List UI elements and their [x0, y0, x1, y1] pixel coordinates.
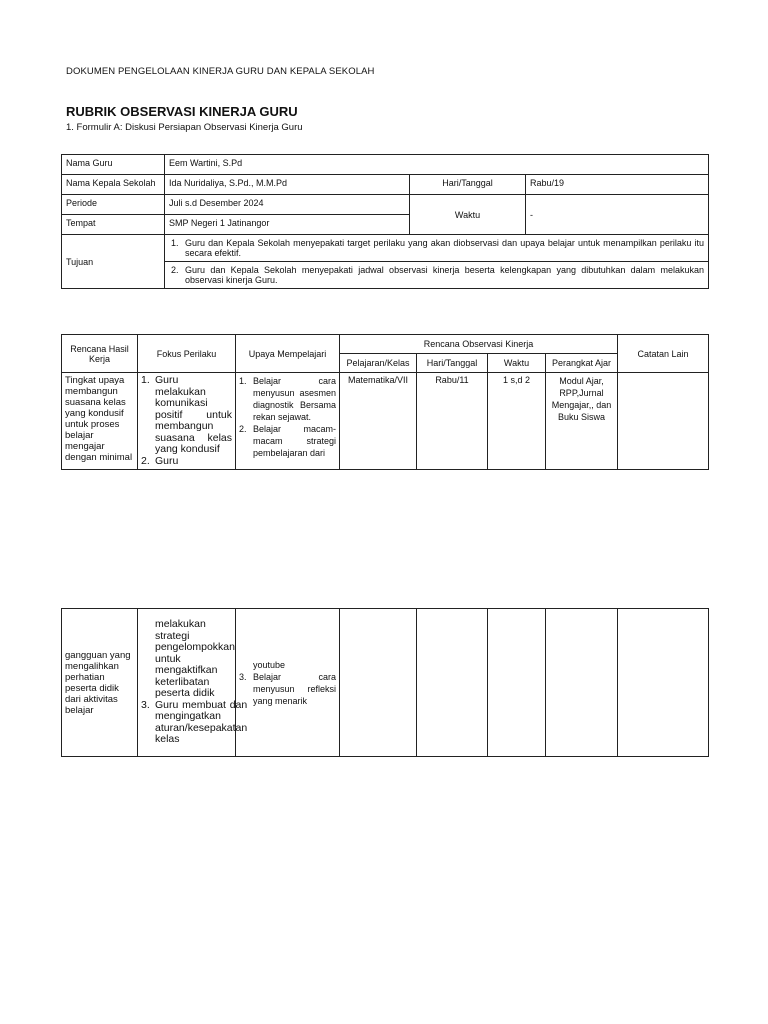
perangkat-cell — [546, 609, 618, 757]
tujuan-list — [165, 235, 709, 289]
plan-header-row — [62, 335, 709, 354]
waktu-value: - — [526, 195, 709, 235]
waktu-cell — [488, 609, 546, 757]
tempat-value: SMP Negeri 1 Jatinangor — [165, 215, 410, 235]
row-nama-guru — [62, 155, 709, 175]
row-tujuan — [62, 235, 709, 289]
tujuan-label: Tujuan — [62, 235, 165, 289]
page-title: RUBRIK OBSERVASI KINERJA GURU — [66, 104, 298, 119]
catatan-cell — [618, 373, 709, 470]
kepala-sekolah-value: Ida Nuridaliya, S.Pd., M.M.Pd — [165, 175, 410, 195]
tempat-label: Tempat — [62, 215, 165, 235]
plan-table — [61, 334, 709, 470]
header-waktu: Waktu — [488, 354, 546, 373]
periode-value: Juli s.d Desember 2024 — [165, 195, 410, 215]
header-fokus: Fokus Perilaku — [138, 335, 236, 373]
fokus-cell: melakukan strategi pengelompokkan untuk mengaktifkan keterlibatan peserta didik 3. Guru membuat dan mengingatkan aturan/kesepakatan kelas — [138, 609, 236, 757]
plan-table-continued — [61, 608, 709, 757]
rencana-hasil-cell: gangguan yang mengalihkan perhatian peserta didik dari aktivitas belajar — [62, 609, 138, 757]
catatan-cell — [618, 609, 709, 757]
periode-label: Periode — [62, 195, 165, 215]
plan-row-1 — [62, 373, 709, 470]
nama-guru-value: Eem Wartini, S.Pd — [165, 155, 709, 175]
tujuan-item: 1. Guru dan Kepala Sekolah menyepakati target perilaku yang akan diobservasi dan upaya belajar untuk menampilkan perilaku itu secara efektif. — [165, 235, 708, 261]
header-pelajaran: Pelajaran/Kelas — [340, 354, 417, 373]
waktu-label: Waktu — [410, 195, 526, 235]
upaya-cell: 1. Belajar cara menyusun asesmen diagnostik Bersama rekan sejawat. 2. Belajar macam-macam strategi pembelajaran dari — [236, 373, 340, 470]
form-subtitle: 1. Formulir A: Diskusi Persiapan Observasi Kinerja Guru — [66, 122, 303, 133]
pelajaran-cell — [340, 609, 417, 757]
header-hari: Hari/Tanggal — [417, 354, 488, 373]
identity-table — [61, 154, 709, 289]
header-rencana-hasil: Rencana Hasil Kerja — [62, 335, 138, 373]
hari-tanggal-label: Hari/Tanggal — [410, 175, 526, 195]
kepala-sekolah-label: Nama Kepala Sekolah — [62, 175, 165, 195]
row-periode — [62, 195, 709, 215]
header-catatan: Catatan Lain — [618, 335, 709, 373]
upaya-cell: youtube 3. Belajar cara menyusun refleksi yang menarik — [236, 609, 340, 757]
rencana-hasil-cell: Tingkat upaya membangun suasana kelas yang kondusif untuk proses belajar mengajar dengan minimal — [62, 373, 138, 470]
document-header: DOKUMEN PENGELOLAAN KINERJA GURU DAN KEPALA SEKOLAH — [66, 66, 375, 77]
plan-row-2 — [62, 609, 709, 757]
header-upaya: Upaya Mempelajari — [236, 335, 340, 373]
hari-cell: Rabu/11 — [417, 373, 488, 470]
hari-cell — [417, 609, 488, 757]
nama-guru-label: Nama Guru — [62, 155, 165, 175]
row-kepala-sekolah — [62, 175, 709, 195]
hari-tanggal-value: Rabu/19 — [526, 175, 709, 195]
pelajaran-cell: Matematika/VII — [340, 373, 417, 470]
fokus-cell: 1. Guru melakukan komunikasi positif untuk membangun suasana kelas yang kondusif 2. Guru — [138, 373, 236, 470]
waktu-cell: 1 s,d 2 — [488, 373, 546, 470]
tujuan-item: 2. Guru dan Kepala Sekolah menyepakati jadwal observasi kinerja beserta kelengkapan yang dibutuhkan dalam melakukan observasi kinerja Guru. — [165, 261, 708, 288]
header-rencana-observasi: Rencana Observasi Kinerja — [340, 335, 618, 354]
perangkat-cell: Modul Ajar, RPP,Jurnal Mengajar,, dan Buku Siswa — [546, 373, 618, 470]
header-perangkat: Perangkat Ajar — [546, 354, 618, 373]
